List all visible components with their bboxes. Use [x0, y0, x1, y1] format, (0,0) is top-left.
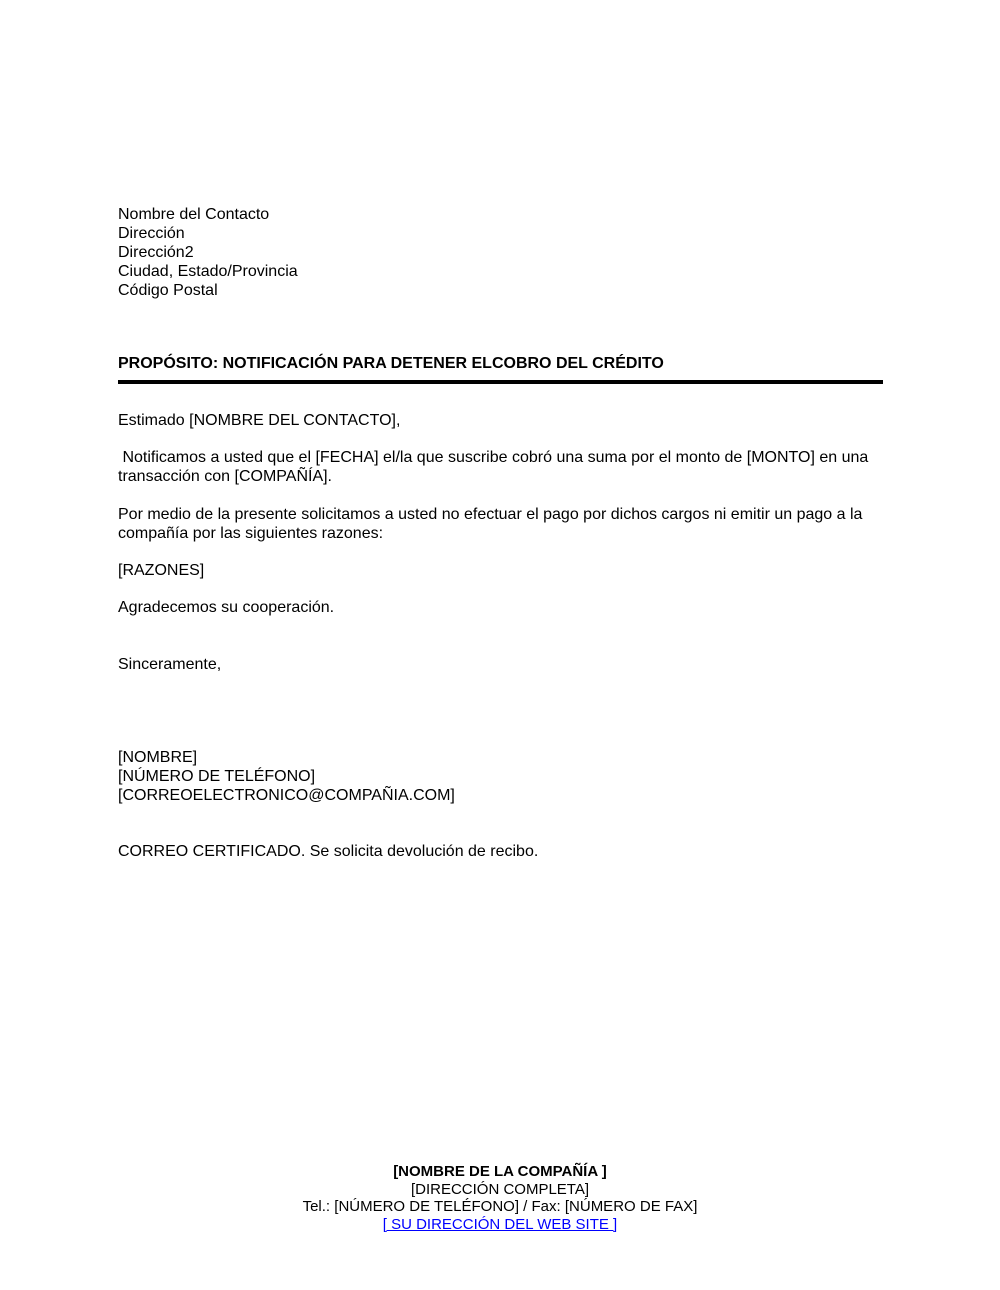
footer-website-link[interactable]: [ SU DIRECCIÓN DEL WEB SITE ]	[382, 1215, 618, 1233]
recipient-address	[118, 205, 883, 300]
recipient-postal-code: Código Postal	[118, 282, 218, 299]
recipient-city-state: Ciudad, Estado/Provincia	[118, 263, 298, 280]
subject-divider	[118, 380, 883, 384]
footer-address: [DIRECCIÓN COMPLETA]	[410, 1180, 590, 1198]
recipient-address-line1: Dirección	[118, 225, 185, 242]
signature-block	[118, 748, 883, 805]
closing-line: Sinceramente,	[118, 656, 222, 673]
footer-company-name: [NOMBRE DE LA COMPAÑÍA ]	[393, 1163, 607, 1180]
signer-name: [NOMBRE]	[118, 749, 198, 766]
footer-contact: Tel.: [NÚMERO DE TELÉFONO] / Fax: [NÚMERO DE FAX]	[302, 1198, 698, 1215]
reasons-placeholder: [RAZONES]	[118, 562, 205, 579]
letterhead-footer	[0, 1163, 1000, 1233]
recipient-address-line2: Dirección2	[118, 244, 194, 261]
body-paragraph-notification: Notificamos a usted que el [FECHA] el/la que suscribe cobró una suma por el monto de [MONTO] en una transacción con [COMPAÑÍA].	[118, 449, 873, 485]
signer-phone: [NÚMERO DE TELÉFONO]	[118, 768, 316, 785]
recipient-name: Nombre del Contacto	[118, 206, 270, 223]
thanks-line: Agradecemos su cooperación.	[118, 599, 335, 616]
subject-heading: PROPÓSITO: NOTIFICACIÓN PARA DETENER ELCOBRO DEL CRÉDITO	[118, 355, 664, 372]
salutation: Estimado [NOMBRE DEL CONTACTO],	[118, 412, 401, 429]
certified-mail-note: CORREO CERTIFICADO. Se solicita devolución de recibo.	[118, 843, 539, 860]
signer-email: [CORREOELECTRONICO@COMPAÑIA.COM]	[118, 787, 455, 804]
body-paragraph-request: Por medio de la presente solicitamos a usted no efectuar el pago por dichos cargos ni emitir un pago a la compañía por las siguientes razones:	[118, 506, 863, 542]
